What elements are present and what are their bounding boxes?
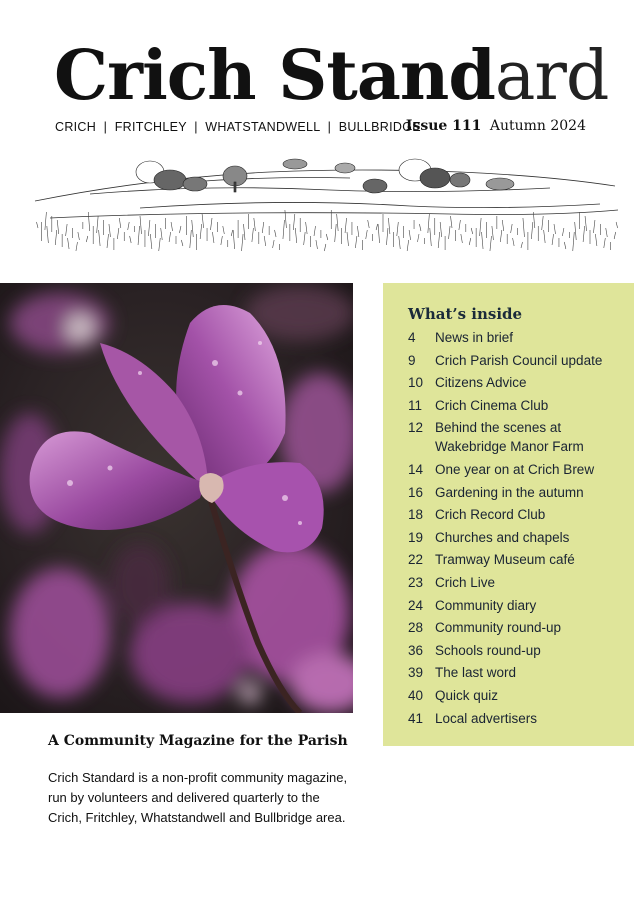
- contents-item[interactable]: [408, 686, 632, 705]
- contents-item-title: Crich Record Club: [435, 507, 546, 523]
- contents-item-title: Quick quiz: [435, 687, 499, 703]
- contents-item[interactable]: [408, 460, 632, 479]
- contents-page-number: 10: [408, 375, 424, 391]
- contents-page-number: 18: [408, 507, 424, 523]
- contents-item-title: Crich Live: [435, 574, 496, 590]
- contents-page-number: 12: [408, 420, 424, 436]
- contents-page-number: 11: [408, 397, 423, 413]
- contents-page-number: 9: [408, 352, 416, 368]
- contents-list: [408, 328, 632, 731]
- flower-image: [0, 283, 353, 713]
- magazine-title: [54, 36, 608, 117]
- contents-item[interactable]: [408, 418, 632, 456]
- contents-page-number: 28: [408, 620, 424, 636]
- contents-page-number: 41: [408, 710, 424, 726]
- masthead: [0, 0, 634, 270]
- contents-item[interactable]: [408, 573, 632, 592]
- contents-item-title: One year on at Crich Brew: [435, 461, 595, 477]
- contents-item[interactable]: [408, 596, 632, 615]
- contents-item-title: Behind the scenes at Wakebridge Manor Farm: [435, 420, 584, 455]
- contents-item[interactable]: [408, 396, 632, 415]
- contents-page-number: 22: [408, 552, 424, 568]
- contents-page-number: 16: [408, 484, 424, 500]
- contents-page-number: 40: [408, 687, 424, 703]
- contents-item-title: Citizens Advice: [435, 375, 527, 391]
- contents-heading: What’s inside: [408, 305, 523, 323]
- issue-season: Autumn 2024: [489, 118, 586, 134]
- contents-page-number: 24: [408, 597, 424, 613]
- contents-item[interactable]: [408, 328, 632, 347]
- contents-item-title: Churches and chapels: [435, 529, 570, 545]
- contents-item[interactable]: [408, 663, 632, 682]
- contents-item-title: The last word: [435, 665, 517, 681]
- contents-panel: [383, 283, 634, 746]
- contents-item-title: Community diary: [435, 597, 537, 613]
- contents-page-number: 36: [408, 642, 424, 658]
- contents-page-number: 39: [408, 665, 424, 681]
- contents-item[interactable]: [408, 550, 632, 569]
- cyclamen-photo: [0, 283, 353, 713]
- contents-item[interactable]: [408, 373, 632, 392]
- contents-page-number: 23: [408, 574, 424, 590]
- landscape-illustration: [30, 148, 620, 258]
- contents-item-title: Community round-up: [435, 620, 562, 636]
- issue-number: Issue 111: [405, 118, 482, 134]
- contents-item[interactable]: [408, 709, 632, 728]
- contents-item-title: Tramway Museum café: [435, 552, 575, 568]
- contents-item-title: Local advertisers: [435, 710, 538, 726]
- contents-item[interactable]: [408, 505, 632, 524]
- tagline: A Community Magazine for the Parish: [48, 733, 348, 749]
- contents-item[interactable]: [408, 528, 632, 547]
- contents-item[interactable]: [408, 618, 632, 637]
- contents-item[interactable]: [408, 483, 632, 502]
- contents-page-number: 19: [408, 529, 424, 545]
- title-light-part: ard: [494, 37, 609, 116]
- description: Crich Standard is a non-profit community magazine, run by volunteers and delivered quarterly to the Crich, Fritchley, Whatstandwell and Bullbridge area.: [48, 770, 348, 825]
- contents-item[interactable]: [408, 351, 632, 370]
- contents-item-title: Schools round-up: [435, 642, 541, 658]
- title-bold-part: Crich Stand: [54, 36, 495, 116]
- contents-page-number: 14: [408, 461, 424, 477]
- contents-item-title: Crich Cinema Club: [435, 397, 549, 413]
- contents-page-number: 4: [408, 330, 416, 345]
- contents-item-title: Crich Parish Council update: [435, 352, 603, 368]
- contents-item-title: News in brief: [435, 330, 514, 345]
- contents-item-title: Gardening in the autumn: [435, 484, 584, 500]
- contents-item[interactable]: [408, 641, 632, 660]
- places-line: CRICH | FRITCHLEY | WHATSTANDWELL | BULLBRIDGE: [55, 120, 421, 134]
- issue-info: [406, 118, 586, 134]
